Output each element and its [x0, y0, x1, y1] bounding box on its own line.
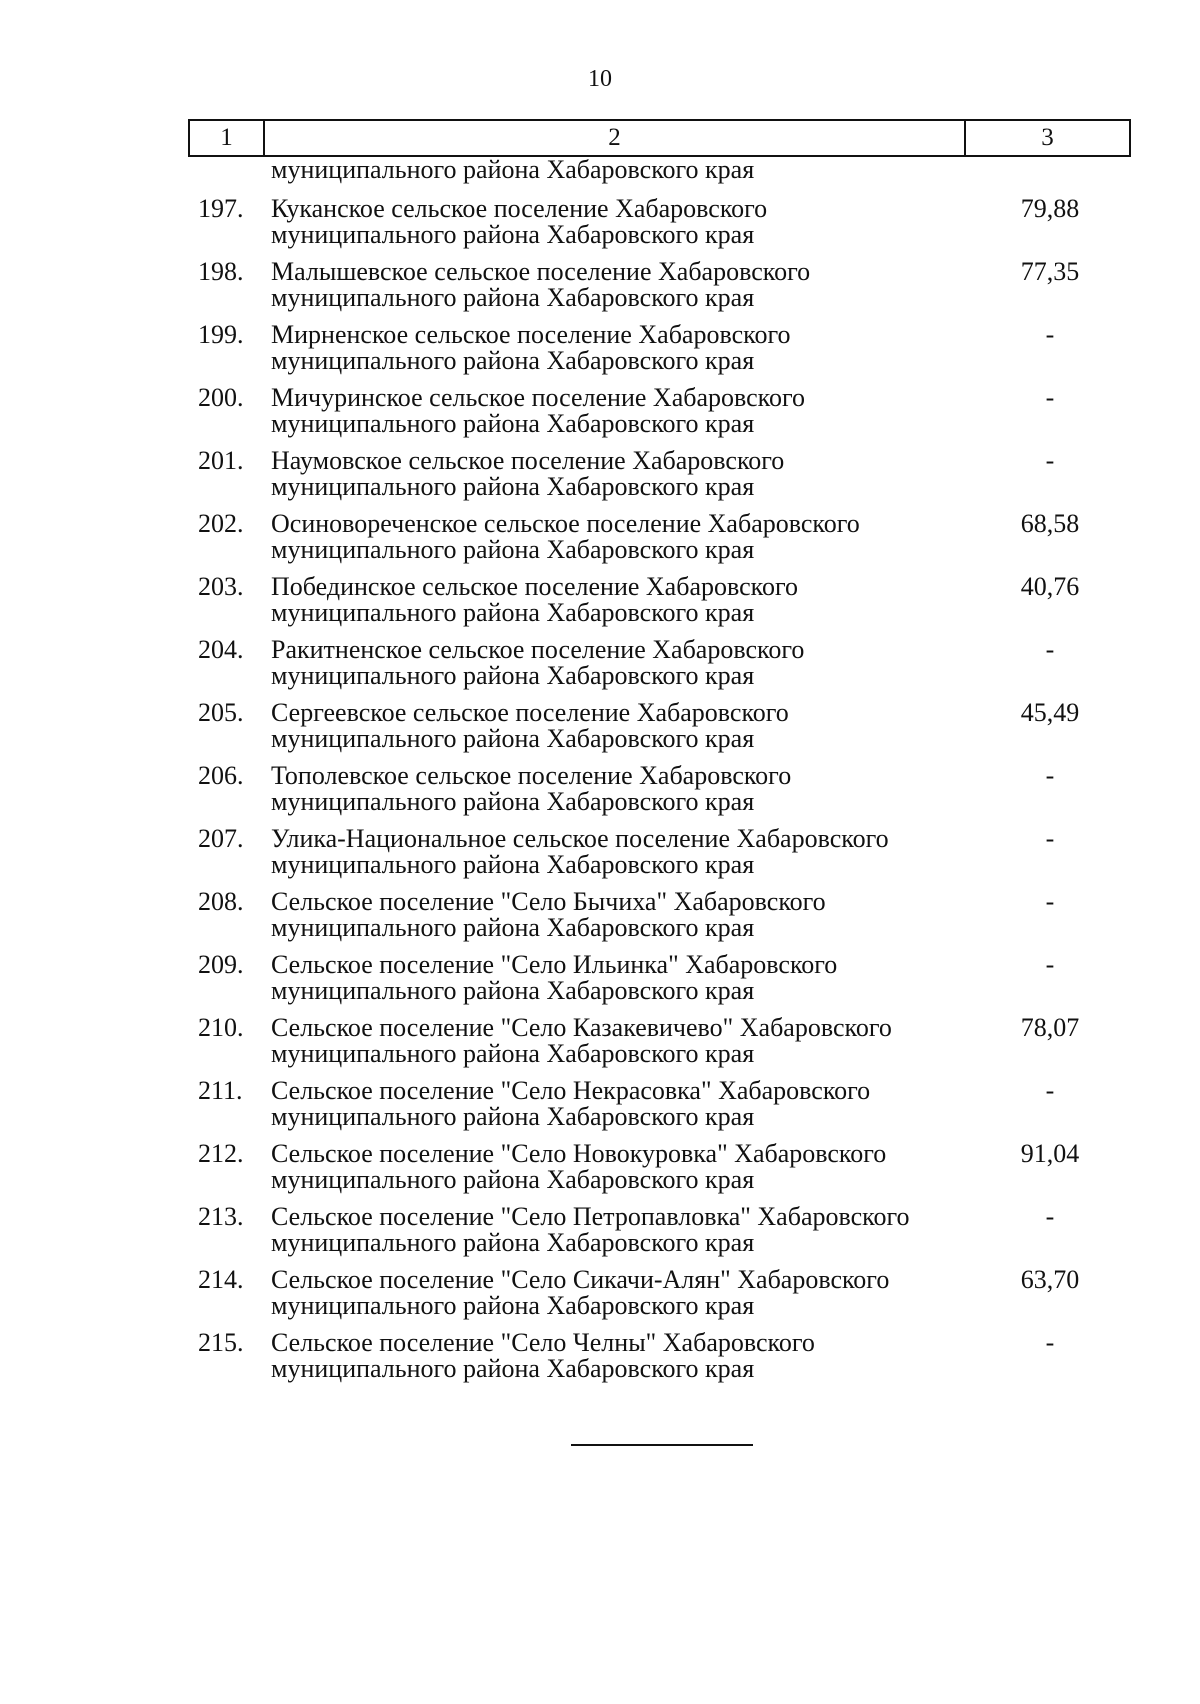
settlement-name — [271, 574, 971, 626]
row-number: 213. — [198, 1202, 244, 1231]
settlement-name-line: муниципального района Хабаровского края — [271, 787, 755, 816]
table-row — [0, 637, 1200, 700]
row-value: - — [1045, 887, 1055, 916]
settlement-name-line: Сельское поселение "Село Казакевичево" Хабаровского — [271, 1013, 892, 1042]
settlement-name — [271, 1267, 971, 1319]
row-value: - — [1045, 1202, 1055, 1231]
settlement-name — [271, 763, 971, 815]
settlement-name-line: муниципального района Хабаровского края — [271, 283, 755, 312]
settlement-name — [271, 259, 971, 311]
settlement-name — [271, 1015, 971, 1067]
table-row — [0, 700, 1200, 763]
settlement-name-line: Малышевское сельское поселение Хабаровского — [271, 257, 811, 286]
settlement-name-line: муниципального района Хабаровского края — [271, 346, 755, 375]
settlement-name-line: Сельское поселение "Село Челны" Хабаровского — [271, 1328, 815, 1357]
settlement-name — [271, 637, 971, 689]
settlement-name-line: муниципального района Хабаровского края — [271, 976, 755, 1005]
row-number: 210. — [198, 1013, 244, 1042]
column-header-3: 3 — [965, 120, 1130, 156]
row-number: 207. — [198, 824, 244, 853]
settlement-name — [271, 385, 971, 437]
row-value: 40,76 — [1020, 572, 1080, 601]
table-row — [0, 763, 1200, 826]
table-row — [0, 1204, 1200, 1267]
settlement-name-line: Побединское сельское поселение Хабаровского — [271, 572, 798, 601]
row-number: 212. — [198, 1139, 244, 1168]
table-row — [0, 1015, 1200, 1078]
row-value: 63,70 — [1020, 1265, 1080, 1294]
settlement-name-line: муниципального района Хабаровского края — [271, 913, 755, 942]
settlement-name — [271, 889, 971, 941]
settlement-name-line: Сельское поселение "Село Петропавловка" Хабаровского — [271, 1202, 910, 1231]
settlement-name-line: Куканское сельское поселение Хабаровского — [271, 194, 768, 223]
settlement-name — [271, 1330, 971, 1382]
row-value: - — [1045, 761, 1055, 790]
settlement-name-line: муниципального района Хабаровского края — [271, 850, 755, 879]
settlement-name — [271, 196, 971, 248]
table-row — [0, 952, 1200, 1015]
settlement-name-line: Сельское поселение "Село Новокуровка" Хабаровского — [271, 1139, 887, 1168]
settlement-name-line: Улика-Национальное сельское поселение Хабаровского — [271, 824, 889, 853]
settlement-name-line: муниципального района Хабаровского края — [271, 220, 755, 249]
settlement-name — [271, 322, 971, 374]
settlement-name-line: Сергеевское сельское поселение Хабаровского — [271, 698, 789, 727]
table-row — [0, 1078, 1200, 1141]
row-number: 197. — [198, 194, 244, 223]
settlement-name — [271, 511, 971, 563]
end-rule — [571, 1444, 753, 1446]
settlement-name-line: муниципального района Хабаровского края — [271, 409, 755, 438]
row-value: - — [1045, 1328, 1055, 1357]
settlement-name-line: Сельское поселение "Село Ильинка" Хабаровского — [271, 950, 838, 979]
settlement-name — [271, 1141, 971, 1193]
row-number: 198. — [198, 257, 244, 286]
settlement-list — [0, 196, 1200, 1393]
row-number: 201. — [198, 446, 244, 475]
page-number: 10 — [588, 66, 612, 92]
settlement-name-line: Наумовское сельское поселение Хабаровского — [271, 446, 785, 475]
table-row — [0, 259, 1200, 322]
row-number: 202. — [198, 509, 244, 538]
table-row — [0, 1141, 1200, 1204]
settlement-name-line: муниципального района Хабаровского края — [271, 472, 755, 501]
row-number: 211. — [198, 1076, 243, 1105]
row-value: - — [1045, 1076, 1055, 1105]
column-header-row — [188, 119, 1131, 157]
settlement-name-line: муниципального района Хабаровского края — [271, 661, 755, 690]
settlement-name — [271, 952, 971, 1004]
row-value: - — [1045, 446, 1055, 475]
table-row — [0, 826, 1200, 889]
table-row — [0, 1330, 1200, 1393]
settlement-name-line: муниципального района Хабаровского края — [271, 1165, 755, 1194]
table-row — [0, 511, 1200, 574]
row-number: 204. — [198, 635, 244, 664]
row-value: - — [1045, 635, 1055, 664]
row-number: 209. — [198, 950, 244, 979]
settlement-name-line: муниципального района Хабаровского края — [271, 724, 755, 753]
table-row — [0, 385, 1200, 448]
settlement-name-line: муниципального района Хабаровского края — [271, 1291, 755, 1320]
table-row — [0, 196, 1200, 259]
row-value: 91,04 — [1020, 1139, 1080, 1168]
settlement-name-line: муниципального района Хабаровского края — [271, 535, 755, 564]
row-number: 208. — [198, 887, 244, 916]
table-row — [0, 1267, 1200, 1330]
row-value: - — [1045, 950, 1055, 979]
settlement-name-line: Сельское поселение "Село Бычиха" Хабаровского — [271, 887, 826, 916]
row-value: 79,88 — [1020, 194, 1080, 223]
settlement-name — [271, 1078, 971, 1130]
continued-row-text: муниципального района Хабаровского края — [271, 155, 755, 184]
row-value: - — [1045, 383, 1055, 412]
row-value: 45,49 — [1020, 698, 1080, 727]
settlement-name-line: Тополевское сельское поселение Хабаровского — [271, 761, 792, 790]
settlement-name-line: Сельское поселение "Село Некрасовка" Хабаровского — [271, 1076, 871, 1105]
settlement-name — [271, 826, 971, 878]
settlement-name-line: муниципального района Хабаровского края — [271, 1039, 755, 1068]
settlement-name-line: Сельское поселение "Село Сикачи-Алян" Хабаровского — [271, 1265, 890, 1294]
row-number: 214. — [198, 1265, 244, 1294]
table-row — [0, 322, 1200, 385]
settlement-name — [271, 1204, 971, 1256]
row-number: 200. — [198, 383, 244, 412]
table-row — [0, 574, 1200, 637]
table-row — [0, 889, 1200, 952]
settlement-name-line: Мирненское сельское поселение Хабаровского — [271, 320, 791, 349]
row-value: - — [1045, 824, 1055, 853]
row-value: 78,07 — [1020, 1013, 1080, 1042]
table-row — [0, 448, 1200, 511]
settlement-name-line: Ракитненское сельское поселение Хабаровского — [271, 635, 805, 664]
row-number: 215. — [198, 1328, 244, 1357]
column-header-1: 1 — [189, 120, 264, 156]
settlement-name — [271, 700, 971, 752]
row-number: 203. — [198, 572, 244, 601]
row-number: 205. — [198, 698, 244, 727]
row-value: 77,35 — [1020, 257, 1080, 286]
settlement-name-line: Мичуринское сельское поселение Хабаровского — [271, 383, 806, 412]
row-value: 68,58 — [1020, 509, 1080, 538]
settlement-name-line: муниципального района Хабаровского края — [271, 1354, 755, 1383]
row-number: 206. — [198, 761, 244, 790]
settlement-name-line: Осиновореченское сельское поселение Хабаровского — [271, 509, 860, 538]
row-value: - — [1045, 320, 1055, 349]
settlement-name-line: муниципального района Хабаровского края — [271, 1102, 755, 1131]
settlement-name — [271, 448, 971, 500]
settlement-name-line: муниципального района Хабаровского края — [271, 598, 755, 627]
row-number: 199. — [198, 320, 244, 349]
column-header-2: 2 — [264, 120, 965, 156]
settlement-name-line: муниципального района Хабаровского края — [271, 1228, 755, 1257]
